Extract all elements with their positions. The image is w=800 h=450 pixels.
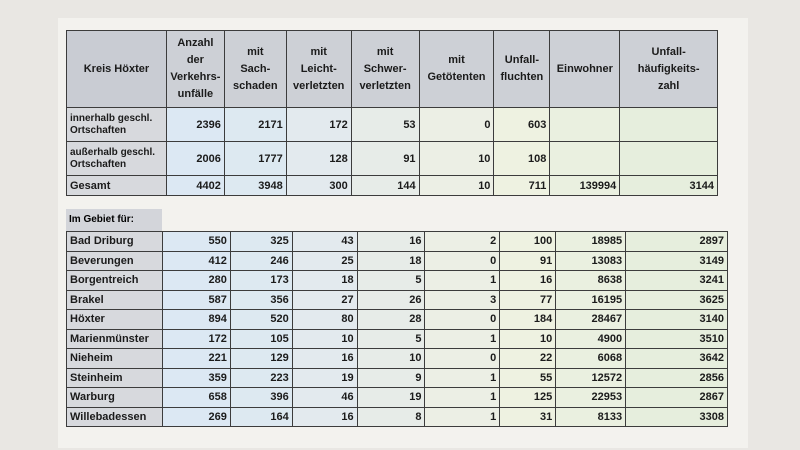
- summary-row-label-line: Ortschaften: [70, 124, 127, 136]
- row-label: Borgentreich: [67, 271, 163, 291]
- row-cell: 6068: [556, 349, 626, 369]
- summary-cell: 4402: [166, 176, 224, 196]
- row-cell: 359: [162, 368, 230, 388]
- row-cell: 10: [500, 329, 556, 349]
- summary-cell: [550, 142, 620, 176]
- row-cell: 2856: [626, 368, 728, 388]
- row-label: Marienmünster: [67, 329, 163, 349]
- summary-cell: [620, 142, 718, 176]
- header-col-7: [620, 31, 718, 108]
- row-cell: 10: [357, 349, 425, 369]
- row-cell: 8638: [556, 271, 626, 291]
- table-row: [67, 349, 728, 369]
- summary-cell: 1777: [224, 142, 286, 176]
- row-label: Beverungen: [67, 251, 163, 271]
- gebiet-label: Im Gebiet für:: [66, 209, 162, 231]
- header-col-3-line: Schwer-: [363, 62, 407, 75]
- summary-cell: 711: [494, 176, 550, 196]
- summary-cell: 2396: [166, 108, 224, 142]
- summary-row-label-line: Gesamt: [70, 179, 111, 192]
- row-label: Bad Driburg: [67, 232, 163, 252]
- row-cell: 356: [230, 290, 292, 310]
- row-cell: 164: [230, 407, 292, 427]
- row-cell: 3308: [626, 407, 728, 427]
- header-col-0: [166, 31, 224, 108]
- row-cell: 105: [230, 329, 292, 349]
- row-cell: 325: [230, 232, 292, 252]
- header-row: [67, 31, 718, 108]
- table-row: [67, 388, 728, 408]
- summary-row-label-line: innerhalb geschl.: [70, 112, 153, 124]
- summary-row-label-line: außerhalb geschl.: [70, 146, 156, 158]
- row-cell: 3642: [626, 349, 728, 369]
- summary-row-label: [67, 142, 167, 176]
- header-col-6: [550, 31, 620, 108]
- row-cell: 1: [425, 388, 500, 408]
- summary-cell: 3948: [224, 176, 286, 196]
- summary-cell: 91: [351, 142, 419, 176]
- summary-row-label: [67, 176, 167, 196]
- header-col-0-line: Anzahl: [177, 37, 214, 49]
- header-col-0-line: der: [186, 54, 204, 66]
- header-col-2-line: mit: [310, 45, 327, 58]
- table-row: [67, 290, 728, 310]
- header-col-7-line: Unfall-: [651, 45, 686, 58]
- table-row: [67, 271, 728, 291]
- row-cell: 2: [425, 232, 500, 252]
- row-cell: 18985: [556, 232, 626, 252]
- summary-cell: 2006: [166, 142, 224, 176]
- row-cell: 43: [292, 232, 357, 252]
- row-cell: 16: [357, 232, 425, 252]
- header-col-2: [286, 31, 351, 108]
- header-col-1: [224, 31, 286, 108]
- row-cell: 0: [425, 251, 500, 271]
- row-cell: 1: [425, 329, 500, 349]
- row-cell: 0: [425, 349, 500, 369]
- header-kreis: Kreis Höxter: [67, 31, 167, 108]
- row-cell: 16: [292, 407, 357, 427]
- summary-cell: 144: [351, 176, 419, 196]
- row-cell: 221: [162, 349, 230, 369]
- header-col-1-line: mit: [247, 45, 264, 58]
- header-col-2-line: Leicht-: [300, 62, 337, 75]
- row-cell: 13083: [556, 251, 626, 271]
- row-cell: 280: [162, 271, 230, 291]
- header-col-3: [351, 31, 419, 108]
- row-cell: 28: [357, 310, 425, 330]
- row-cell: 19: [292, 368, 357, 388]
- row-cell: 3510: [626, 329, 728, 349]
- row-cell: 2867: [626, 388, 728, 408]
- header-col-1-line: Sach-: [240, 62, 271, 75]
- row-cell: 22953: [556, 388, 626, 408]
- row-cell: 16: [292, 349, 357, 369]
- row-cell: 223: [230, 368, 292, 388]
- row-cell: 1: [425, 407, 500, 427]
- row-cell: 26: [357, 290, 425, 310]
- row-cell: 5: [357, 271, 425, 291]
- row-cell: 894: [162, 310, 230, 330]
- header-col-5-line: fluchten: [500, 71, 544, 83]
- header-col-5-line: Unfall-: [504, 54, 540, 66]
- row-cell: 77: [500, 290, 556, 310]
- row-cell: 18: [357, 251, 425, 271]
- row-label: Nieheim: [67, 349, 163, 369]
- summary-cell: 108: [494, 142, 550, 176]
- header-col-1-line: schaden: [233, 79, 278, 92]
- row-cell: 4900: [556, 329, 626, 349]
- row-cell: 550: [162, 232, 230, 252]
- row-cell: 28467: [556, 310, 626, 330]
- summary-row-label: [67, 108, 167, 142]
- summary-cell: 3144: [620, 176, 718, 196]
- row-cell: 80: [292, 310, 357, 330]
- summary-cell: 0: [419, 108, 494, 142]
- summary-cell: [550, 108, 620, 142]
- header-col-2-line: verletzten: [293, 79, 345, 92]
- summary-cell: 603: [494, 108, 550, 142]
- row-cell: 3140: [626, 310, 728, 330]
- header-col-7-line: zahl: [657, 79, 680, 92]
- row-cell: 91: [500, 251, 556, 271]
- row-cell: 3: [425, 290, 500, 310]
- row-cell: 9: [357, 368, 425, 388]
- summary-cell: 2171: [224, 108, 286, 142]
- summary-row: [67, 142, 718, 176]
- summary-cell: 53: [351, 108, 419, 142]
- row-cell: 46: [292, 388, 357, 408]
- header-col-4-line: mit: [448, 54, 465, 66]
- row-cell: 10: [292, 329, 357, 349]
- table-row: [67, 368, 728, 388]
- row-cell: 172: [162, 329, 230, 349]
- row-cell: 12572: [556, 368, 626, 388]
- row-cell: 184: [500, 310, 556, 330]
- table-row: [67, 251, 728, 271]
- row-label: Warburg: [67, 388, 163, 408]
- header-col-3-line: verletzten: [359, 79, 411, 92]
- row-cell: 3625: [626, 290, 728, 310]
- row-cell: 18: [292, 271, 357, 291]
- row-cell: 587: [162, 290, 230, 310]
- row-cell: 412: [162, 251, 230, 271]
- row-cell: 22: [500, 349, 556, 369]
- table-row: [67, 232, 728, 252]
- row-cell: 269: [162, 407, 230, 427]
- summary-cell: 10: [419, 142, 494, 176]
- row-cell: 19: [357, 388, 425, 408]
- row-cell: 55: [500, 368, 556, 388]
- header-col-0-line: Verkehrs-: [170, 71, 221, 83]
- gemeinden-table: [66, 231, 728, 427]
- header-col-0-line: unfälle: [177, 88, 214, 100]
- row-cell: 1: [425, 271, 500, 291]
- summary-row-label-line: Ortschaften: [70, 158, 127, 170]
- summary-table: [66, 30, 718, 196]
- table-row: [67, 310, 728, 330]
- row-cell: 25: [292, 251, 357, 271]
- row-cell: 658: [162, 388, 230, 408]
- row-cell: 2897: [626, 232, 728, 252]
- row-cell: 520: [230, 310, 292, 330]
- row-cell: 246: [230, 251, 292, 271]
- row-cell: 129: [230, 349, 292, 369]
- row-cell: 125: [500, 388, 556, 408]
- row-cell: 5: [357, 329, 425, 349]
- row-cell: 16: [500, 271, 556, 291]
- header-col-5: [494, 31, 550, 108]
- row-cell: 0: [425, 310, 500, 330]
- summary-cell: 10: [419, 176, 494, 196]
- summary-cell: 300: [286, 176, 351, 196]
- header-col-4-line: Getötenten: [427, 71, 486, 83]
- row-cell: 31: [500, 407, 556, 427]
- row-cell: 27: [292, 290, 357, 310]
- summary-cell: [620, 108, 718, 142]
- table-row: [67, 329, 728, 349]
- row-cell: 8133: [556, 407, 626, 427]
- row-label: Steinheim: [67, 368, 163, 388]
- row-cell: 8: [357, 407, 425, 427]
- summary-cell: 128: [286, 142, 351, 176]
- summary-row: [67, 108, 718, 142]
- row-cell: 3241: [626, 271, 728, 291]
- row-label: Brakel: [67, 290, 163, 310]
- row-cell: 3149: [626, 251, 728, 271]
- row-cell: 173: [230, 271, 292, 291]
- row-cell: 396: [230, 388, 292, 408]
- row-cell: 1: [425, 368, 500, 388]
- row-label: Höxter: [67, 310, 163, 330]
- header-col-3-line: mit: [376, 45, 394, 58]
- summary-row: [67, 176, 718, 196]
- header-col-4: [419, 31, 494, 108]
- header-col-6-line: Einwohner: [556, 62, 613, 75]
- summary-cell: 172: [286, 108, 351, 142]
- summary-cell: 139994: [550, 176, 620, 196]
- row-label: Willebadessen: [67, 407, 163, 427]
- table-row: [67, 407, 728, 427]
- row-cell: 100: [500, 232, 556, 252]
- header-col-7-line: häufigkeits-: [637, 62, 700, 75]
- row-cell: 16195: [556, 290, 626, 310]
